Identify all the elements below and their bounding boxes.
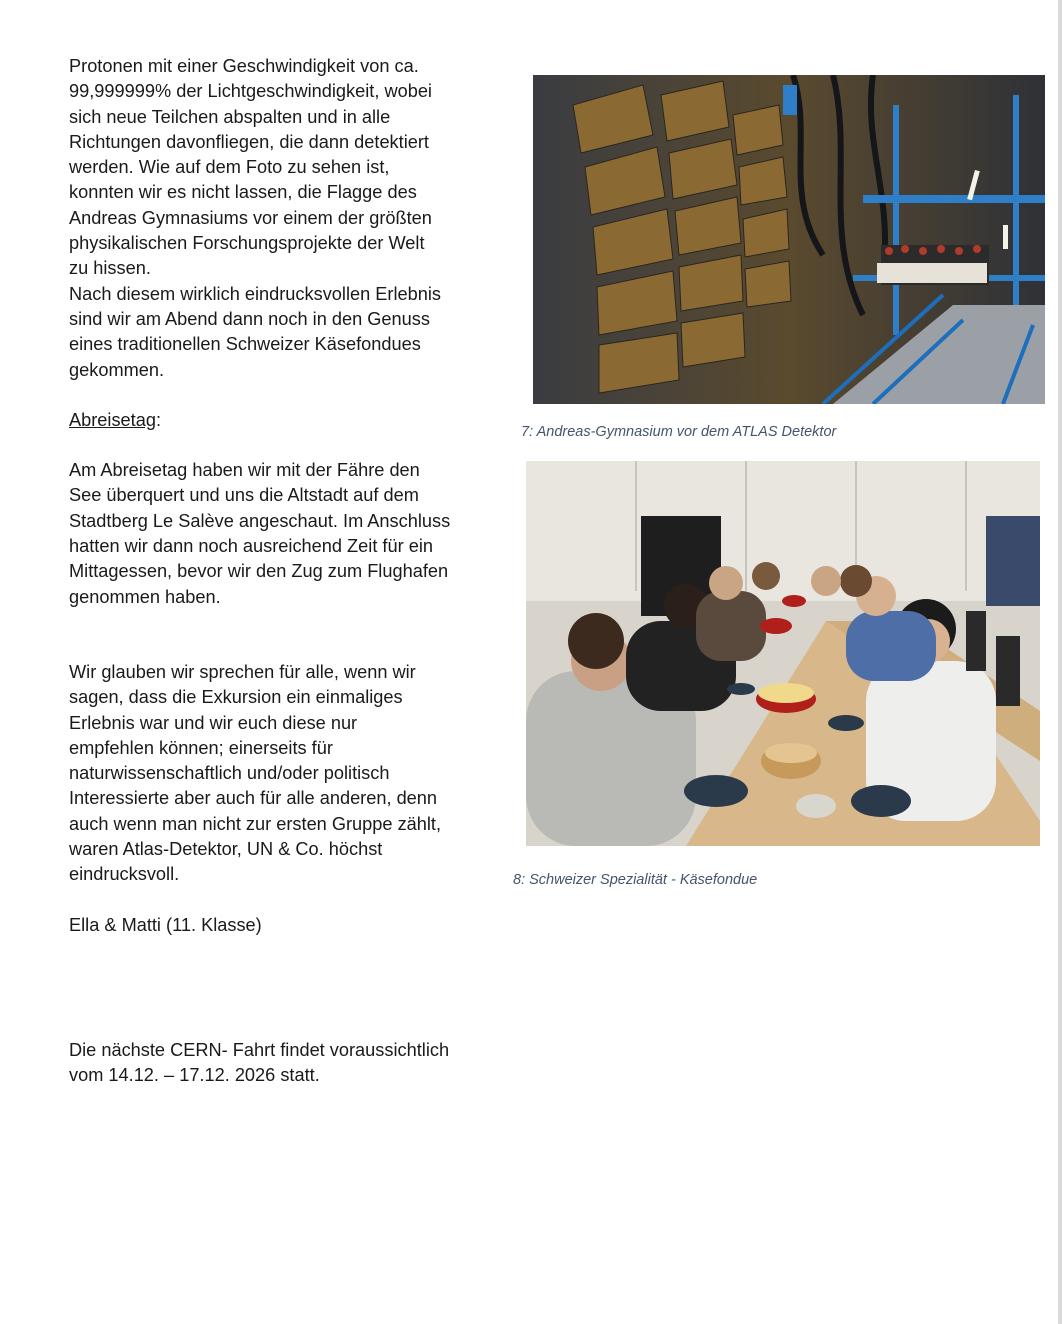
figure-8-caption: 8: Schweizer Spezialität - Käsefondue (513, 872, 758, 888)
page-edge (1058, 0, 1062, 1324)
paragraph-departure: Am Abreisetag haben wir mit der Fähre den See überquert und uns die Altstadt auf dem Stadtberg Le Salève angeschaut. Im Anschluss hatten wir dann noch ausreichend Zeit für ein Mittagessen, bevor wir den Zug zum Flughafen genommen haben. (69, 460, 451, 607)
paragraph-conclusion: Wir glauben wir sprechen für alle, wenn wir sagen, dass die Exkursion ein einmaliges Erlebnis war und wir euch diese nur empfehlen können; einerseits für naturwissenschaftlich und/oder politisch Interessierte aber auch für alle anderen, denn auch wenn man nicht zur ersten Gruppe zählt, waren Atlas-Detektor, UN & Co. höchst eindrucksvoll. (69, 661, 442, 885)
paragraph-fondue: Nach diesem wirklich eindrucksvollen Erlebnis sind wir am Abend dann noch in den Genuss eines traditionellen Schweizer Käsefondues gekommen. (69, 283, 441, 380)
paragraph-physics: Protonen mit einer Geschwindigkeit von ca. 99,999999% der Lichtgeschwindigkeit, wobei sich neue Teilchen abspalten und in alle Richtungen davonfliegen, die dann detektiert werden. Wie auf dem Foto zu sehen ist, konnten wir es nicht lassen, die Flagge des Andreas Gymnasiums vor einem der größten physikalischen Forschungsprojekte der Welt zu hissen. (69, 56, 432, 279)
fondue-dinner-photo (526, 461, 1040, 846)
article-text-column (69, 54, 474, 1089)
heading-departure-day: Abreisetag: (69, 409, 162, 430)
next-trip-note: Die nächste CERN- Fahrt findet voraussichtlich vom 14.12. – 17.12. 2026 statt. (69, 1039, 450, 1086)
signature: Ella & Matti (11. Klasse) (69, 914, 262, 935)
figure-7-caption: 7: Andreas-Gymnasium vor dem ATLAS Detektor (521, 424, 837, 440)
atlas-detector-photo (533, 75, 1045, 404)
